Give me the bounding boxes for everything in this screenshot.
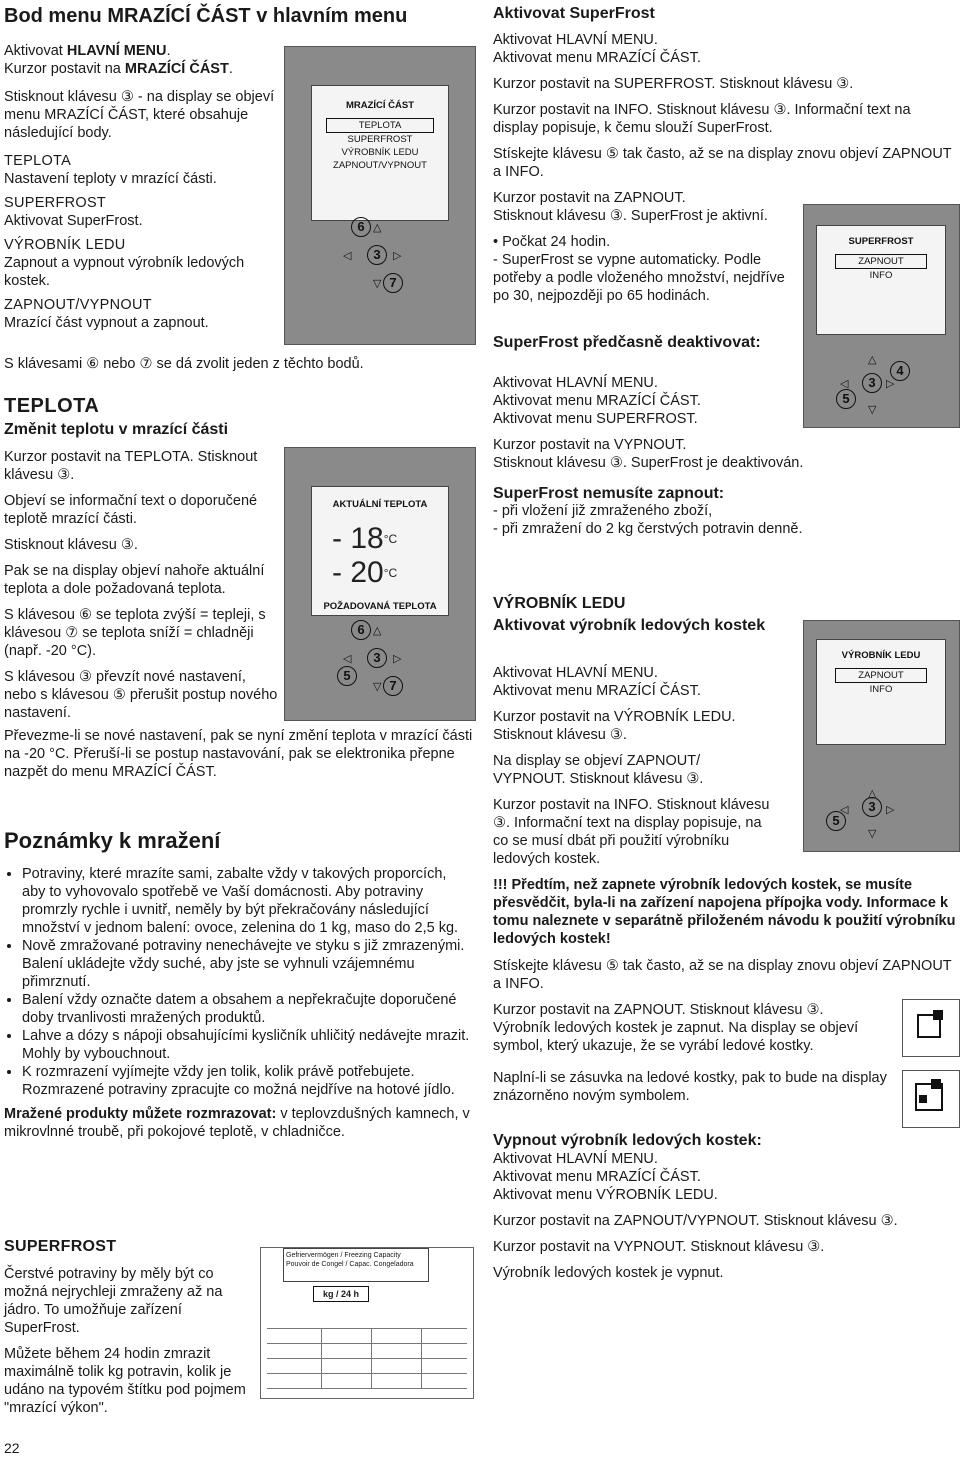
display-screen: SUPERFROST ZAPNOUT INFO — [816, 225, 946, 335]
requested-temp: - $20^{^\circ C}$ — [332, 556, 398, 589]
arrow-up-icon: △ — [373, 625, 382, 637]
notes-list: • Potraviny, které mrazíte sami, zabalte vždy v takových proporcích, aby to vyhovovalo spotřebě ve Vaší domácnosti. Aby potraviny promrzly rychle i uvnitř, neměly by být překračovány následující množství v jednom balení: ovoce, zelenina do 1 kg, maso do 2,5 kg. • Nově zmražované potraviny nenechávejte ve styku s již zmrazenými. Balení ukládejte vždy suché, aby jste se vyhnuli vzájemnému přimrznutí. • Balení vždy označte datem a obsahem a nepřekračujte doporučené doby trvanlivosti mražených produktů. • Lahve a dózy s nápoji obsahujícími kysličník uhličitý nedávejte mrazit. Mohly by vybouchnout. • K rozmrazení vyjímejte vždy jen tolik, kolik právě potřebujete. Rozmrazené potraviny zpracujte co možná nejdříve na hotové jídlo. Mražené produkty můžete rozmrazovat: v teplovzdušných kamnech, v mikrovlnné troubě, při pokojové teplotě, v chladničce. — [4, 865, 470, 1141]
key-5-button[interactable]: 5 — [836, 389, 856, 409]
rating-label-image — [260, 1247, 474, 1399]
list-item: • K rozmrazení vyjímejte vždy jen tolik, kolik právě potřebujete. Rozmrazené potraviny zpracujte co možná nejdříve na hotové jídlo. — [22, 1063, 470, 1099]
intro: Aktivovat HLAVNÍ MENU. Kurzor postavit na MRAZÍCÍ ČÁST. — [4, 43, 233, 77]
display-screen: MRAZÍCÍ ČÁST TEPLOTA SUPERFROST VÝROBNÍK LEDU ZAPNOUT/VYPNOUT — [311, 85, 449, 221]
key-7-button[interactable]: 7 — [383, 676, 403, 696]
display-panel-2 — [284, 447, 476, 721]
icemaker-off-steps: Aktivovat HLAVNÍ MENU. Aktivovat menu MRAZÍCÍ ČÁST. Aktivovat menu VÝROBNÍK LEDU. Kurzor postavit na ZAPNOUT/VYPNOUT. Stisknout klávesu ③. Kurzor postavit na VYPNOUT. Stisknout klávesu ③. Výrobník ledových kostek je vypnut. — [493, 1151, 898, 1281]
superfrost-steps: Aktivovat HLAVNÍ MENU. Aktivovat menu MRAZÍCÍ ČÁST. Kurzor postavit na SUPERFROST. Stisknout klávesu ③. Kurzor postavit na INFO. Stisknout klávesu ③. Informační text na display popisuje, k čemu slouží SuperFrost. Stískejte klávesu ⑤ tak často, až se na display znovu objeví ZAPNOUT a INFO. — [493, 32, 952, 180]
key-6-button[interactable]: 6 — [351, 217, 371, 237]
arrow-down-icon: ▽ — [373, 681, 382, 693]
arrow-up-icon: △ — [868, 788, 877, 800]
display-panel-4 — [803, 620, 960, 852]
item-name: SUPERFROST — [4, 195, 107, 211]
arrow-left-icon: ◁ — [840, 804, 849, 816]
item-name: TEPLOTA — [4, 153, 72, 169]
key-3-button[interactable]: 3 — [367, 245, 387, 265]
capacity-box: Gefriervermögen / Freezing Capacity Pouvoir de Congel / Capac. Congeladora — [283, 1248, 429, 1282]
heading-activate-superfrost: Aktivovat SuperFrost — [493, 5, 655, 22]
heading-deactivate: SuperFrost předčasně deaktivovat: — [493, 334, 761, 351]
superfrost-heading: SUPERFROST — [4, 1238, 117, 1255]
arrow-right-icon: ▷ — [393, 653, 402, 665]
heading-no-need: SuperFrost nemusíte zapnout: — [493, 485, 725, 502]
icemaker-steps-2: Stískejte klávesu ⑤ tak často, až se na display znovu objeví ZAPNOUT a INFO. — [493, 958, 952, 992]
key-5-button[interactable]: 5 — [337, 666, 357, 686]
arrow-up-icon: △ — [373, 222, 382, 234]
list-item: • Balení vždy označte datem a obsahem a nepřekračujte doporučené doby trvanlivosti mražených produktů. — [22, 991, 470, 1027]
kg-box: kg / 24 h — [313, 1286, 369, 1302]
deactivate-steps: Aktivovat HLAVNÍ MENU. Aktivovat menu MRAZÍCÍ ČÁST. Aktivovat menu SUPERFROST. Kurzor postavit na VYPNOUT. Stisknout klávesu ③. SuperFrost je deaktivován. — [493, 375, 804, 471]
item-desc: Zapnout a vypnout výrobník ledových kostek. — [4, 255, 245, 289]
arrow-left-icon: ◁ — [840, 378, 849, 390]
item-name: ZAPNOUT/VYPNOUT — [4, 297, 152, 313]
key-3-button[interactable]: 3 — [367, 648, 387, 668]
page-title: Bod menu MRAZÍCÍ ČÁST v hlavním menu — [4, 5, 408, 27]
section-subheading: Změnit teplotu v mrazící části — [4, 421, 229, 438]
arrow-right-icon: ▷ — [886, 378, 895, 390]
list-item: • Lahve a dózy s nápoji obsahujícími kysličník uhličitý nedávejte mrazit. Mohly by vybouchnout. — [22, 1027, 470, 1063]
arrow-right-icon: ▷ — [886, 804, 895, 816]
warning-text: !!! Předtím, než zapnete výrobník ledových kostek, se musíte přesvědčit, byla-li na zařízení napojena přípojka vody. Informace k tomu naleznete v separátně přiloženém návodu k použití výrobníku ledových kostek! — [493, 877, 956, 947]
menu-items-list — [4, 152, 276, 332]
key-6-button[interactable]: 6 — [351, 620, 371, 640]
arrow-right-icon: ▷ — [393, 250, 402, 262]
heading-icemaker-off: Vypnout výrobník ledových kostek: — [493, 1132, 762, 1149]
item-name: VÝROBNÍK LEDU — [4, 237, 126, 253]
key-4-button[interactable]: 4 — [890, 361, 910, 381]
heading-icemaker: VÝROBNÍK LEDU Aktivovat výrobník ledových kostek — [493, 595, 766, 634]
display-panel-1 — [284, 46, 476, 345]
key-3-button[interactable]: 3 — [862, 797, 882, 817]
no-need-list: - při vložení již zmraženého zboží, - při zmražení do 2 kg čerstvých potravin denně. — [493, 503, 803, 537]
teplota-steps: Kurzor postavit na TEPLOTA. Stisknout klávesu ③. Objeví se informační text o doporučené teplotě mrazící části. Stisknout klávesu ③. Pak se na display objeví nahoře aktuální teplota a dole požadovaná teplota. S klávesou ⑥ se teplota zvýší = tepleji, s klávesou ⑦ se teplota sníží = chladněji (např. -20 °C). S klávesou ③ převzít nové nastavení, nebo s klávesou ⑤ přerušit postup nového nastavení. — [4, 449, 278, 721]
arrow-down-icon: ▽ — [373, 278, 382, 290]
item-desc: Mrazící část vypnout a zapnout. — [4, 315, 209, 331]
page-number: 22 — [4, 1440, 20, 1456]
notes-heading: Poznámky k mražení — [4, 828, 221, 853]
icemaker-steps-3: Kurzor postavit na ZAPNOUT. Stisknout klávesu ③. Výrobník ledových kostek je zapnut. Na display se objeví symbol, který ukazuje, že se vyrábí ledové kostky. Naplní-li se zásuvka na ledové kostky, pak to bude na display znázorněno novým symbolem. — [493, 1002, 887, 1104]
teplota-result: Převezme-li se nové nastavení, pak se nyní změní teplota v mrazící části na -20 °C. Přeruší-li se postup nastavování, pak se elektronika přepne nazpět do menu MRAZÍCÍ ČÁST. — [4, 728, 473, 780]
item-desc: Nastavení teploty v mrazící části. — [4, 171, 217, 187]
list-item: • Potraviny, které mrazíte sami, zabalte vždy v takových proporcích, aby to vyhovovalo spotřebě ve Vaší domácnosti. Aby potraviny promrzly rychle i uvnitř, neměly by být překračovány následující množství v jednom balení: ovoce, zelenina do 1 kg, maso do 2,5 kg. — [22, 865, 470, 937]
superfrost-text: Čerstvé potraviny by měly být co možná nejrychleji zmraženy až na jádro. To umožňuje zařízení SuperFrost. Můžete během 24 hodin zmrazit maximálně tolik kg potravin, kolik je udáno na typovém štítku pod pojmem "mrazící výkon". — [4, 1266, 246, 1416]
key-3-button[interactable]: 3 — [862, 373, 882, 393]
press-text: Stisknout klávesu ③ - na display se objeví menu MRAZÍCÍ ČÁST, které obsahuje následující body. — [4, 89, 275, 141]
arrow-down-icon: ▽ — [868, 828, 877, 840]
superfrost-steps-2: Kurzor postavit na ZAPNOUT. Stisknout klávesu ③. SuperFrost je aktivní. • Počkat 24 hodin. - SuperFrost se vypne automaticky. Podle potřeby a podle vloženého množství, nejdříve po 30, nejpozději po 65 hodinách. — [493, 190, 785, 304]
arrow-up-icon: △ — [868, 354, 877, 366]
display-screen: AKTUÁLNÍ TEPLOTA - $18^{^\circ C}$ - $20^{^\circ C}$ POŽADOVANÁ TEPLOTA — [311, 486, 449, 616]
display-screen: VÝROBNÍK LEDU ZAPNOUT INFO — [816, 639, 946, 745]
ice-cube-symbol-icon — [902, 999, 960, 1057]
list-item: • Nově zmražované potraviny nenechávejte ve styku s již zmrazenými. Balení ukládejte vždy suché, aby jste se vyhnuli vzájemnému přimrznutí. — [22, 937, 470, 991]
ice-full-symbol-icon — [902, 1070, 960, 1128]
key-7-button[interactable]: 7 — [383, 273, 403, 293]
item-desc: Aktivovat SuperFrost. — [4, 213, 143, 229]
key-5-button[interactable]: 5 — [826, 811, 846, 831]
arrow-down-icon: ▽ — [868, 404, 877, 416]
arrow-left-icon: ◁ — [343, 250, 352, 262]
choose-text: S klávesami ⑥ nebo ⑦ se dá zvolit jeden z těchto bodů. — [4, 356, 364, 372]
section-heading-teplota: TEPLOTA — [4, 395, 100, 417]
current-temp: - $18^{^\circ C}$ — [332, 522, 398, 555]
arrow-left-icon: ◁ — [343, 653, 352, 665]
icemaker-steps: Aktivovat HLAVNÍ MENU. Aktivovat menu MRAZÍCÍ ČÁST. Kurzor postavit na VÝROBNÍK LEDU. Stisknout klávesu ③. Na display se objeví ZAPNOUT/ VYPNOUT. Stisknout klávesu ③. Kurzor postavit na INFO. Stisknout klávesu ③. Informační text na display popisuje, na co se musí dbát při použití výrobníku ledových kostek. — [493, 665, 770, 867]
